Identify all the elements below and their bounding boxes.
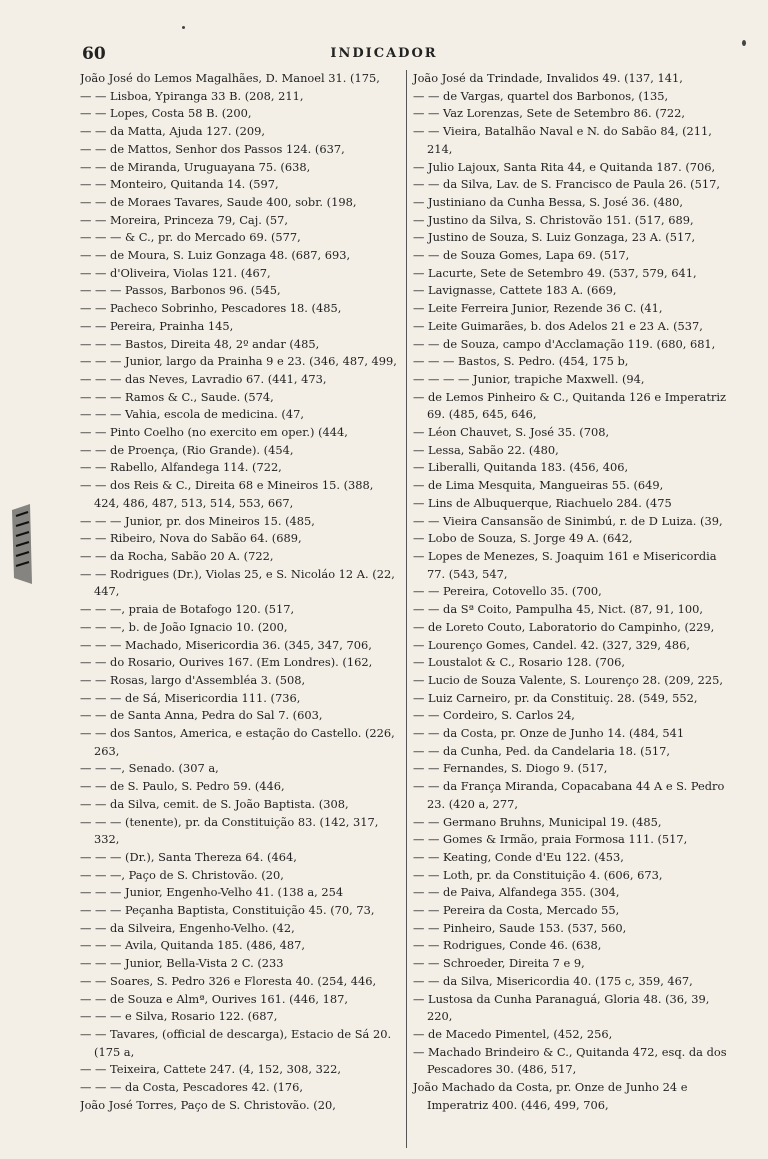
list-item: — — Pereira, Prainha 145,: [80, 318, 234, 333]
list-item: — — da Cunha, Ped. da Candelaria 18. (517,: [413, 743, 670, 758]
list-item: — — — Bastos, Direita 48, 2º andar (485,: [80, 336, 320, 351]
page-header: [0, 42, 768, 70]
list-item: — Lucio de Souza Valente, S. Lourenço 28. (209, 225,: [413, 672, 724, 687]
running-title: INDICADOR: [330, 46, 438, 61]
list-item: — — Pacheco Sobrinho, Pescadores 18. (485,: [80, 301, 342, 316]
page-number: 60: [82, 44, 106, 64]
list-item: — Loustalot & C., Rosario 128. (706,: [413, 655, 626, 670]
list-item: — — Monteiro, Quitanda 14. (597,: [80, 177, 279, 192]
list-item: — — d'Oliveira, Violas 121. (467,: [80, 265, 271, 280]
list-item: — — Lopes, Costa 58 B. (200,: [80, 106, 252, 121]
list-item: — — — & C., pr. do Mercado 69. (577,: [80, 230, 301, 245]
list-item: — — Rosas, largo d'Assembléa 3. (508,: [80, 672, 306, 687]
list-item: — — de Moraes Tavares, Saude 400, sobr. (198,: [80, 194, 357, 209]
list-item: — — Vieira Cansansão de Sinimbú, r. de D Luiza. (39,: [413, 513, 723, 528]
list-item: — — Ribeiro, Nova do Sabão 64. (689,: [80, 531, 302, 546]
list-item: — — — Avila, Quitanda 185. (486, 487,: [80, 938, 306, 953]
list-item: — — do Rosario, Ourives 167. (Em Londres). (162,: [80, 655, 373, 670]
list-item: — Luiz Carneiro, pr. da Constituiç. 28. (549, 552,: [413, 690, 698, 705]
list-item: — — da Matta, Ajuda 127. (209,: [80, 124, 265, 139]
list-item: — — de Vargas, quartel dos Barbonos, (135,: [413, 88, 669, 103]
list-item: — — Loth, pr. da Constituição 4. (606, 673,: [413, 867, 663, 882]
list-item: — — Teixeira, Cattete 247. (4, 152, 308, 322,: [80, 1062, 341, 1077]
list-item: — Lins de Albuquerque, Riachuelo 284. (475: [413, 495, 672, 510]
list-item: — — Rodrigues (Dr.), Violas 25, e S. Nicoláo 12 A. (22, 447,: [80, 566, 395, 599]
list-item: — — da Rocha, Sabão 20 A. (722,: [80, 548, 274, 563]
list-item: — — — (tenente), pr. da Constituição 83. (142, 317, 332,: [80, 814, 379, 847]
list-item: — — Schroeder, Direita 7 e 9,: [413, 956, 585, 971]
list-item: — — Moreira, Princeza 79, Caj. (57,: [80, 212, 289, 227]
list-item: — — Gomes & Irmão, praia Formosa 111. (517,: [413, 832, 688, 847]
list-item: — Leite Guimarães, b. dos Adelos 21 e 23 A. (537,: [413, 318, 703, 333]
list-item: — Justino da Silva, S. Christovão 151. (517, 689,: [413, 212, 694, 227]
list-item: — — Keating, Conde d'Eu 122. (453,: [413, 849, 624, 864]
list-item: — — da Silva, Misericordia 40. (175 c, 359, 467,: [413, 973, 693, 988]
list-item: — — — (Dr.), Santa Thereza 64. (464,: [80, 849, 297, 864]
list-item: — — —, b. de João Ignacio 10. (200,: [80, 619, 288, 634]
list-item: — — Tavares, (official de descarga), Estacio de Sá 20. (175 a,: [80, 1026, 392, 1059]
list-item: — — dos Santos, America, e estação do Castello. (226, 263,: [80, 726, 395, 758]
list-item: — Justino de Souza, S. Luiz Gonzaga, 23 A. (517,: [413, 230, 696, 245]
list-item: — de Loreto Couto, Laboratorio do Campinho, (229,: [413, 619, 715, 634]
list-item: — Lustosa da Cunha Paranaguá, Gloria 48. (36, 39, 220,: [413, 991, 710, 1024]
list-item: — — Fernandes, S. Diogo 9. (517,: [413, 761, 608, 776]
list-item: — — — — Junior, trapiche Maxwell. (94,: [413, 371, 645, 386]
list-item: — — Pinto Coelho (no exercito em oper.) (444,: [80, 425, 348, 440]
list-item: — — — das Neves, Lavradio 67. (441, 473,: [80, 371, 327, 386]
list-item: — — —, Paço de S. Christovão. (20,: [80, 867, 284, 882]
list-item: — Lobo de Souza, S. Jorge 49 A. (642,: [413, 531, 633, 546]
list-item: — — da França Miranda, Copacabana 44 A e S. Pedro 23. (420 a, 277,: [413, 779, 725, 811]
list-item: João José do Lemos Magalhães, D. Manoel 31. (175,: [80, 71, 380, 85]
list-item: — Léon Chauvet, S. José 35. (708,: [413, 425, 610, 440]
list-item: — — da Silveira, Engenho-Velho. (42,: [80, 920, 295, 935]
list-item: — — de Souza, campo d'Acclamação 119. (680, 681,: [413, 336, 716, 351]
list-item: — — de S. Paulo, S. Pedro 59. (446,: [80, 779, 285, 794]
list-item: — — — Ramos & C., Saude. (574,: [80, 389, 274, 404]
list-item: — — de Paiva, Alfandega 355. (304,: [413, 885, 620, 900]
list-item: — — da Sª Coito, Pampulha 45, Nict. (87, 91, 100,: [413, 602, 704, 617]
directory-columns: [80, 70, 734, 1148]
list-item: — de Lima Mesquita, Mangueiras 55. (649,: [413, 478, 664, 493]
list-item: — — da Silva, cemit. de S. João Baptista. (308,: [80, 796, 349, 811]
list-item: — — Soares, S. Pedro 326 e Floresta 40. (254, 446,: [80, 973, 377, 988]
list-item: — Lavignasse, Cattete 183 A. (669,: [413, 283, 617, 298]
list-item: — Justiniano da Cunha Bessa, S. José 36. (480,: [413, 194, 684, 209]
list-item: — — — e Silva, Rosario 122. (687,: [80, 1009, 278, 1024]
list-item: — Leite Ferreira Junior, Rezende 36 C. (41,: [413, 301, 663, 316]
list-item: — — Pereira da Costa, Mercado 55,: [413, 903, 620, 918]
list-item: — — Cordeiro, S. Carlos 24,: [413, 708, 575, 723]
list-item: — — — Machado, Misericordia 36. (345, 347, 706,: [80, 637, 372, 652]
list-item: João José Torres, Paço de S. Christovão. (20,: [80, 1097, 336, 1112]
list-item: — — Germano Bruhns, Municipal 19. (485,: [413, 814, 662, 829]
list-item: — — — Peçanha Baptista, Constituição 45. (70, 73,: [80, 903, 375, 918]
list-item: — — dos Reis & C., Direita 68 e Mineiros 15. (388, 424, 486, 487, 513, 514, 553, 667,: [80, 478, 374, 510]
list-item: — — de Proença, (Rio Grande). (454,: [80, 442, 294, 457]
list-item: — — — Vahia, escola de medicina. (47,: [80, 407, 304, 422]
binding-stitch-mark: [8, 500, 36, 588]
list-item: — — Pereira, Cotovello 35. (700,: [413, 584, 602, 599]
ink-speck: [182, 26, 185, 29]
ink-speck: [742, 40, 746, 46]
list-item: — — Rabello, Alfandega 114. (722,: [80, 460, 282, 475]
list-item: — — Rodrigues, Conde 46. (638,: [413, 938, 602, 953]
list-item: — Lopes de Menezes, S. Joaquim 161 e Misericordia 77. (543, 547,: [413, 548, 717, 581]
list-item: — — de Santa Anna, Pedra do Sal 7. (603,: [80, 708, 323, 723]
list-item: — — — Bastos, S. Pedro. (454, 175 b,: [413, 354, 629, 369]
left-column: [80, 70, 407, 1148]
list-item: — — da Silva, Lav. de S. Francisco de Paula 26. (517,: [413, 177, 720, 192]
list-item: — — — de Sá, Misericordia 111. (736,: [80, 690, 301, 705]
list-item: — — —, praia de Botafogo 120. (517,: [80, 602, 295, 617]
list-item: — — — Junior, largo da Prainha 9 e 23. (346, 487, 499,: [80, 354, 397, 369]
list-item: — Lessa, Sabão 22. (480,: [413, 442, 559, 457]
list-item: — — — da Costa, Pescadores 42. (176,: [80, 1080, 304, 1095]
list-item: — — —, Senado. (307 a,: [80, 761, 219, 776]
list-item: — Lacurte, Sete de Setembro 49. (537, 579, 641,: [413, 265, 697, 280]
list-item: — de Macedo Pimentel, (452, 256,: [413, 1026, 613, 1041]
list-item: — Liberalli, Quitanda 183. (456, 406,: [413, 460, 629, 475]
list-item: — — Vieira, Batalhão Naval e N. do Sabão 84, (211, 214,: [413, 124, 712, 156]
list-item: — Lourenço Gomes, Candel. 42. (327, 329, 486,: [413, 637, 691, 652]
list-item: — — de Miranda, Uruguayana 75. (638,: [80, 159, 311, 174]
list-item: — — de Moura, S. Luiz Gonzaga 48. (687, 693,: [80, 248, 351, 263]
list-item: João José da Trindade, Invalidos 49. (137, 141,: [413, 71, 683, 85]
list-item: João Machado da Costa, pr. Onze de Junho 24 e Imperatriz 400. (446, 499, 706,: [413, 1080, 688, 1112]
right-column: [407, 70, 734, 1148]
list-item: — Machado Brindeiro & C., Quitanda 472, esq. da dos Pescadores 30. (486, 517,: [413, 1044, 727, 1077]
list-item: — — — Junior, Bella-Vista 2 C. (233: [80, 956, 284, 971]
list-item: — — — Junior, pr. dos Mineiros 15. (485,: [80, 513, 315, 528]
list-item: — — de Mattos, Senhor dos Passos 124. (637,: [80, 141, 345, 156]
list-item: — de Lemos Pinheiro & C., Quitanda 126 e Imperatriz 69. (485, 645, 646,: [413, 389, 726, 422]
list-item: — — Pinheiro, Saude 153. (537, 560,: [413, 920, 627, 935]
list-item: — — da Costa, pr. Onze de Junho 14. (484, 541: [413, 726, 685, 741]
list-item: — Julio Lajoux, Santa Rita 44, e Quitanda 187. (706,: [413, 159, 716, 174]
list-item: — — Vaz Lorenzas, Sete de Setembro 86. (722,: [413, 106, 685, 121]
list-item: — — de Souza Gomes, Lapa 69. (517,: [413, 248, 630, 263]
list-item: — — Lisboa, Ypiranga 33 B. (208, 211,: [80, 88, 304, 103]
list-item: — — — Passos, Barbonos 96. (545,: [80, 283, 281, 298]
list-item: — — de Souza e Almª, Ourives 161. (446, 187,: [80, 991, 348, 1006]
list-item: — — — Junior, Engenho-Velho 41. (138 a, 254: [80, 885, 344, 900]
